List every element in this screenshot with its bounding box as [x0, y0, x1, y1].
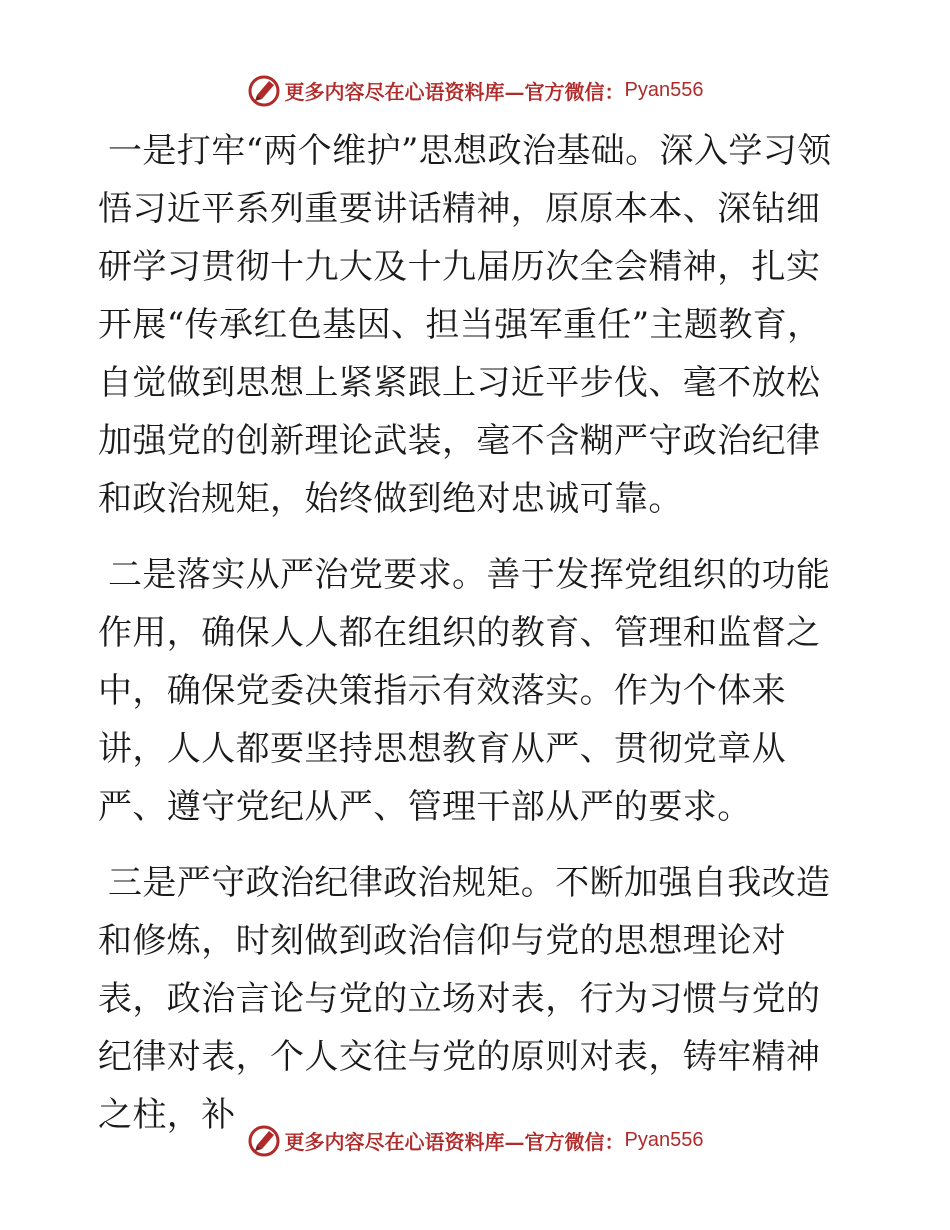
header-banner-text: 更多内容尽在心语资料库—官方微信：	[284, 79, 625, 104]
paragraph-3: 三是严守政治纪律政治规矩。不断加强自我改造和修炼，时刻做到政治信仰与党的思想理论对表，政治言论与党的立场对表，行为习惯与党的纪律对表，个人交往与党的原则对表，铸牢精神之柱，补	[98, 863, 831, 1135]
footer-banner-handle: Pyan556	[624, 1128, 704, 1151]
document-body	[98, 122, 850, 1162]
paragraph-1: 一是打牢“两个维护”思想政治基础。深入学习领悟习近平系列重要讲话精神，原原本本、深钻细研学习贯彻十九大及十九届历次全会精神，扎实开展“传承红色基因、担当强军重任”主题教育，自觉做到思想上紧紧跟上习近平步伐、毫不放松加强党的创新理论武装，毫不含糊严守政治纪律和政治规矩，始终做到绝对忠诚可靠。	[98, 131, 832, 519]
footer-banner-text: 更多内容尽在心语资料库—官方微信：	[284, 1129, 625, 1154]
paragraph-2: 二是落实从严治党要求。善于发挥党组织的功能作用，确保人人都在组织的教育、管理和监督之中，确保党委决策指示有效落实。作为个体来讲，人人都要坚持思想教育从严、贯彻党章从严、遵守党纪从严、管理干部从严的要求。	[98, 555, 831, 827]
pen-logo-icon	[247, 1123, 281, 1157]
header-banner-handle: Pyan556	[624, 78, 704, 101]
header-banner	[0, 70, 950, 110]
pen-logo-icon	[247, 73, 281, 107]
footer-banner	[0, 1120, 950, 1160]
